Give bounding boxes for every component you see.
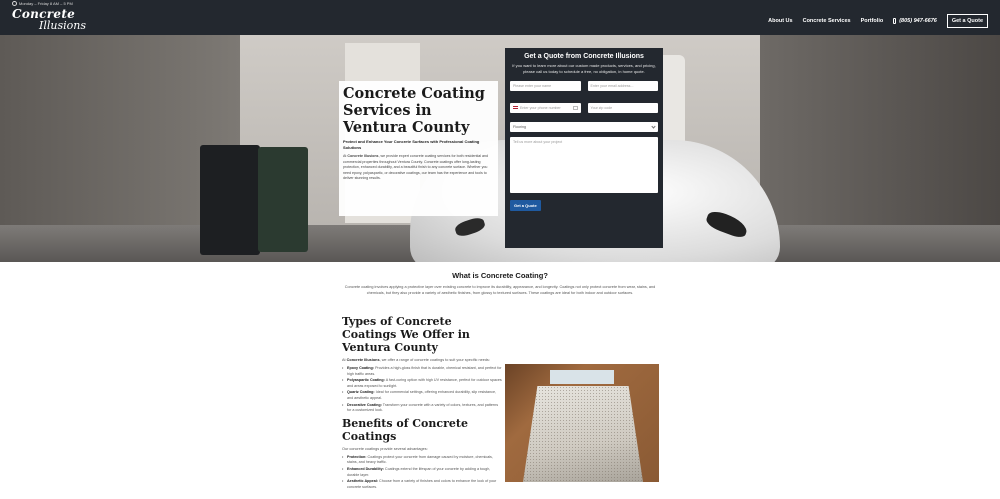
- get-quote-button[interactable]: Get a Quote: [947, 14, 988, 28]
- nav-concrete-services[interactable]: Concrete Services: [802, 18, 851, 24]
- main-nav: [768, 14, 988, 28]
- list-item: • Enhanced Durability: Coatings extend the lifespan of your concrete by adding a tough, durable layer.: [342, 467, 502, 478]
- phone-link[interactable]: [893, 18, 937, 24]
- project-message-textarea[interactable]: Tell us more about your project: [510, 137, 658, 193]
- nav-about-us[interactable]: About Us: [768, 18, 793, 24]
- benefits-list: [342, 455, 502, 491]
- hero-subtitle: Protect and Enhance Your Concrete Surfaces with Professional Coating Solutions: [343, 139, 480, 150]
- logo-line-1: Concrete: [12, 7, 76, 21]
- types-section: [342, 315, 502, 491]
- nav-portfolio[interactable]: Portfolio: [860, 18, 884, 24]
- hero-text-card: [339, 81, 498, 216]
- zip-code-field[interactable]: Your zip code: [588, 103, 659, 113]
- coated-floor-photo: [505, 364, 659, 482]
- logo-line-2: Illusions: [39, 19, 86, 32]
- phone-field[interactable]: Enter your phone number: [510, 103, 581, 113]
- email-field[interactable]: Enter your email address...: [588, 81, 659, 91]
- list-item: • Aesthetic Appeal: Choose from a variety of finishes and colors to enhance the look of your concrete surfaces.: [342, 479, 502, 490]
- service-select[interactable]: Flooring: [510, 122, 658, 132]
- list-item: • Quartz Coating: Ideal for commercial settings, offering enhanced durability, slip resistance, and aesthetic appeal.: [342, 390, 502, 401]
- hero-section: [0, 35, 1000, 262]
- clock-icon: [12, 1, 17, 6]
- main-content: [0, 262, 1000, 499]
- quote-form: [505, 48, 663, 248]
- what-title: What is Concrete Coating?: [452, 271, 548, 280]
- hours-text: Monday – Friday 8 AM – 5 PM: [19, 1, 73, 6]
- benefits-intro: Our concrete coatings provide several advantages:: [342, 446, 428, 451]
- list-item: • Polyaspartic Coating: A fast-curing option with high UV resistance, perfect for outdoor spaces and areas exposed to sunlight.: [342, 378, 502, 389]
- list-item: • Epoxy Coating: Provides a high-gloss finish that is durable, chemical resistant, and perfect for high traffic areas.: [342, 366, 502, 377]
- business-hours: [12, 1, 73, 6]
- list-item: • Protection: Coatings protect your concrete from damage caused by moisture, chemicals, stains, and heavy traffic.: [342, 455, 502, 466]
- form-title: Get a Quote from Concrete Illusions: [524, 53, 644, 60]
- hero-title: Concrete Coating Services in Ventura County: [343, 85, 485, 136]
- list-item: • Decorative Coating: Transform your concrete with a variety of colors, textures, and patterns for a customized look.: [342, 403, 502, 414]
- chevron-down-icon: [651, 124, 655, 128]
- form-intro: If you want to learn more about our custom made products, services, and pricing, please call us today to schedule a free, no obligation, in home quote.: [512, 63, 656, 74]
- phone-icon: [893, 18, 896, 24]
- types-title: Types of Concrete Coatings We Offer in Ventura County: [342, 315, 470, 354]
- contact-card-icon: [573, 106, 578, 110]
- benefits-title: Benefits of Concrete Coatings: [342, 416, 468, 443]
- us-flag-icon[interactable]: [513, 106, 518, 109]
- types-intro: At Concrete Illusions, we offer a range of concrete coatings to suit your specific needs:: [342, 358, 490, 362]
- site-header: [0, 0, 1000, 35]
- hero-body: At Concrete Illusions, we provide expert concrete coating services for both residential and commercial properties throughout Ventura County. Concrete coatings offer long-lasting protection, enhanced durability, and a beautiful finish to any concrete surface. Whether you need epoxy, polyaspartic, or decorative coatings, our team has the experience and tools to deliver stunning results.: [343, 154, 489, 181]
- name-field[interactable]: Please enter your name: [510, 81, 581, 91]
- types-list: [342, 366, 502, 414]
- submit-quote-button[interactable]: Get a Quote: [510, 200, 541, 211]
- benefits-section: [342, 417, 502, 491]
- what-text: Concrete coating involves applying a protective layer over existing concrete to improve its durability, appearance, and longevity. Coatings not only protect concrete from wear, stains, and chemicals, but they also provide a variety of aesthetic finishes, from glossy to textured surfaces. These coatings are ideal for both indoor and outdoor surfaces.: [344, 285, 656, 295]
- phone-number: (805) 947-6676: [899, 18, 937, 24]
- what-is-section: [340, 271, 660, 296]
- brand-name: Concrete Illusions: [347, 154, 379, 158]
- site-logo[interactable]: [12, 7, 94, 33]
